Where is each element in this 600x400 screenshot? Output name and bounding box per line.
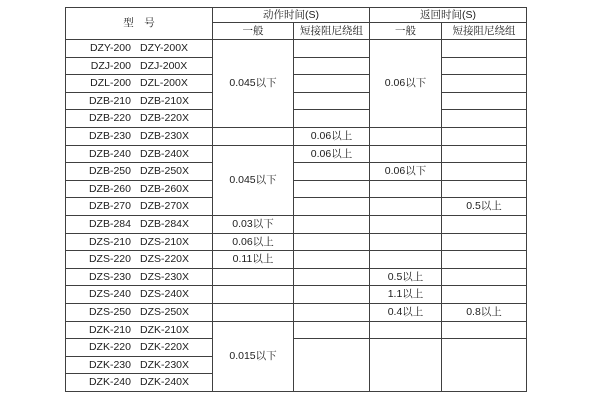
cell-action-damping <box>294 339 370 392</box>
header-row-groups <box>66 8 527 23</box>
model-name-x: DZK-240X <box>139 376 190 389</box>
cell-return-general <box>370 215 442 233</box>
cell-action-damping <box>294 268 370 286</box>
cell-action-damping <box>294 40 370 58</box>
table-row <box>66 57 527 75</box>
table-row <box>66 303 527 321</box>
cell-return-general: 0.4以上 <box>370 303 442 321</box>
cell-action-damping <box>294 110 370 128</box>
table-row <box>66 268 527 286</box>
table-row <box>66 75 527 93</box>
cell-return-general <box>370 339 442 392</box>
model-name: DZS-220 <box>88 253 131 266</box>
table-row <box>66 127 527 145</box>
cell-action-damping <box>294 198 370 216</box>
model-name: DZK-220 <box>88 341 131 354</box>
table-row <box>66 40 527 58</box>
model-name: DZS-240 <box>88 288 131 301</box>
cell-return-general <box>370 198 442 216</box>
cell-model <box>66 303 213 321</box>
cell-model <box>66 198 213 216</box>
model-name: DZK-240 <box>88 376 131 389</box>
model-name: DZB-250 <box>88 165 131 178</box>
cell-model <box>66 356 213 374</box>
cell-model <box>66 233 213 251</box>
cell-return-general <box>370 251 442 269</box>
model-name: DZY-200 <box>89 42 131 55</box>
cell-model <box>66 268 213 286</box>
cell-action-damping <box>294 286 370 304</box>
cell-model <box>66 286 213 304</box>
cell-action-damping <box>294 75 370 93</box>
cell-return-damping <box>442 163 527 181</box>
cell-action-damping <box>294 215 370 233</box>
cell-action-general <box>213 127 294 145</box>
header-action-damping: 短接阻尼绕组 <box>294 23 370 40</box>
model-name-x: DZL-200X <box>140 77 188 90</box>
cell-action-damping <box>294 303 370 321</box>
cell-model <box>66 75 213 93</box>
cell-return-damping <box>442 75 527 93</box>
cell-return-general: 0.06以下 <box>370 40 442 128</box>
cell-return-general <box>370 180 442 198</box>
cell-model <box>66 180 213 198</box>
model-name: DZK-210 <box>88 323 131 336</box>
table-row <box>66 339 527 357</box>
model-name: DZS-230 <box>88 270 131 283</box>
model-name-x: DZK-210X <box>139 323 190 336</box>
cell-return-general <box>370 233 442 251</box>
cell-return-damping: 0.8以上 <box>442 303 527 321</box>
model-name-x: DZB-250X <box>139 165 190 178</box>
model-name: DZB-210 <box>88 94 131 107</box>
cell-action-general: 0.015以下 <box>213 321 294 391</box>
cell-action-general <box>213 286 294 304</box>
cell-model <box>66 339 213 357</box>
model-name: DZB-260 <box>88 182 131 195</box>
model-name-x: DZS-240X <box>139 288 190 301</box>
cell-action-damping <box>294 180 370 198</box>
cell-model <box>66 215 213 233</box>
cell-return-damping <box>442 251 527 269</box>
table-row <box>66 198 527 216</box>
model-name: DZJ-200 <box>90 59 131 72</box>
cell-return-damping <box>442 180 527 198</box>
model-name-x: DZS-230X <box>139 270 190 283</box>
header-return-damping: 短接阻尼绕组 <box>442 23 527 40</box>
cell-return-damping <box>442 57 527 75</box>
cell-return-damping <box>442 215 527 233</box>
table-row <box>66 215 527 233</box>
model-name-x: DZK-220X <box>139 341 190 354</box>
table-row <box>66 92 527 110</box>
cell-return-damping <box>442 127 527 145</box>
cell-return-general: 0.5以上 <box>370 268 442 286</box>
relay-time-spec-table <box>65 7 527 392</box>
cell-model <box>66 321 213 339</box>
table-row <box>66 163 527 181</box>
table-row <box>66 110 527 128</box>
cell-return-damping <box>442 92 527 110</box>
cell-action-general <box>213 268 294 286</box>
table-row <box>66 321 527 339</box>
table-row <box>66 180 527 198</box>
cell-action-damping <box>294 321 370 339</box>
cell-model <box>66 57 213 75</box>
model-name: DZB-220 <box>88 112 131 125</box>
model-name: DZB-284 <box>88 217 131 230</box>
cell-return-damping <box>442 145 527 163</box>
cell-model <box>66 92 213 110</box>
table-row <box>66 251 527 269</box>
model-name-x: DZS-220X <box>139 253 190 266</box>
model-name-x: DZB-270X <box>139 200 190 213</box>
cell-model <box>66 163 213 181</box>
cell-model <box>66 251 213 269</box>
model-name-x: DZS-250X <box>139 305 190 318</box>
model-name: DZB-240 <box>88 147 131 160</box>
header-return-time: 返回时间(S) <box>370 8 527 23</box>
cell-return-general: 1.1以上 <box>370 286 442 304</box>
cell-action-general: 0.06以上 <box>213 233 294 251</box>
model-name: DZB-230 <box>88 130 131 143</box>
cell-return-general <box>370 321 442 339</box>
model-name-x: DZJ-200X <box>140 59 188 72</box>
cell-action-general: 0.045以下 <box>213 145 294 215</box>
cell-action-damping: 0.06以上 <box>294 127 370 145</box>
cell-action-general: 0.045以下 <box>213 40 294 128</box>
cell-action-general: 0.03以下 <box>213 215 294 233</box>
cell-action-general <box>213 303 294 321</box>
cell-return-damping <box>442 339 527 392</box>
cell-action-damping <box>294 57 370 75</box>
table-row <box>66 286 527 304</box>
model-name: DZS-210 <box>88 235 131 248</box>
model-name-x: DZB-210X <box>139 94 190 107</box>
model-name-x: DZB-284X <box>139 217 190 230</box>
cell-action-damping <box>294 163 370 181</box>
header-return-general: 一般 <box>370 23 442 40</box>
cell-return-damping: 0.5以上 <box>442 198 527 216</box>
model-name: DZL-200 <box>90 77 131 90</box>
model-name-x: DZB-260X <box>139 182 190 195</box>
cell-model <box>66 40 213 58</box>
model-name-x: DZY-200X <box>140 42 189 55</box>
header-model: 型 号 <box>66 8 213 40</box>
header-action-time: 动作时间(S) <box>213 8 370 23</box>
model-name-x: DZB-230X <box>139 130 190 143</box>
cell-return-damping <box>442 233 527 251</box>
model-name-x: DZK-230X <box>139 358 190 371</box>
cell-return-damping <box>442 110 527 128</box>
cell-return-general <box>370 145 442 163</box>
table-row <box>66 233 527 251</box>
cell-action-damping: 0.06以上 <box>294 145 370 163</box>
cell-model <box>66 145 213 163</box>
cell-action-damping <box>294 251 370 269</box>
model-name-x: DZB-240X <box>139 147 190 160</box>
cell-model <box>66 127 213 145</box>
model-name: DZK-230 <box>88 358 131 371</box>
model-name-x: DZS-210X <box>139 235 190 248</box>
cell-return-damping <box>442 268 527 286</box>
cell-return-general <box>370 127 442 145</box>
model-name: DZS-250 <box>88 305 131 318</box>
cell-return-damping <box>442 40 527 58</box>
model-name: DZB-270 <box>88 200 131 213</box>
cell-model <box>66 374 213 392</box>
table-row <box>66 145 527 163</box>
cell-model <box>66 110 213 128</box>
cell-return-general: 0.06以下 <box>370 163 442 181</box>
cell-return-damping <box>442 286 527 304</box>
cell-action-damping <box>294 233 370 251</box>
cell-action-damping <box>294 92 370 110</box>
header-action-general: 一般 <box>213 23 294 40</box>
cell-return-damping <box>442 321 527 339</box>
cell-action-general: 0.11以上 <box>213 251 294 269</box>
model-name-x: DZB-220X <box>139 112 190 125</box>
